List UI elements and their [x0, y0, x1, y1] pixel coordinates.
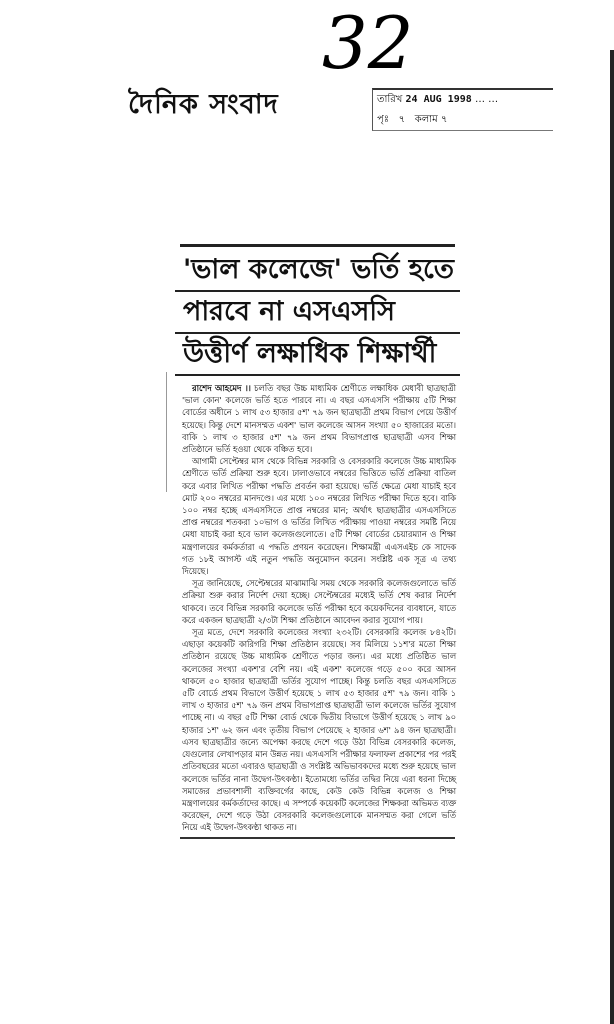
paragraph-text: চলতি বছর উচ্চ মাধ্যমিক শ্রেণীতে লক্ষাধিক মেধাবী ছাত্রছাত্রী 'ভাল কোন' কলেজে ভর্তি হতে পারবে না। এ বছর এসএসসি পরীক্ষায় ৫টি শিক্ষা বোর্ডের অধীনে ১ লাখ ৫৩ হাজার ৫শ' ৭৯ জন ছাত্রছাত্রী প্রথম বিভাগ পেয়ে উত্তীর্ণ হয়েছে। কিন্তু দেশে মানসম্মত একশ' ভাল কলেজে আসন সংখ্যা ৫০ হাজারের মতো। বাকি ১ লাখ ৩ হাজার ৫শ' ৭৯ জন প্রথম বিভাগপ্রাপ্ত ছাত্রছাত্রী এসব শিক্ষা প্রতিষ্ঠানে ভর্তি হওয়া থেকে বঞ্চিত হবে। [182, 383, 457, 455]
stamp-dots: … … [474, 94, 499, 105]
article-paragraph: আগামী সেপ্টেম্বর মাস থেকে বিভিন্ন সরকারি ও বেসরকারি কলেজে উচ্চ মাধ্যমিক শ্রেণীতে ভর্তি প্রক্রিয়া শুরু হবে। ঢালাওভাবে নম্বরের ভিত্তিতে ভর্তি প্রক্রিয়া বাতিল করে এবার লিখিত পরীক্ষা পদ্ধতি প্রবর্তন করা হয়েছে। ভর্তি ক্ষেত্রে মেধা যাচাই হবে মোট ২০০ নম্বরের মানদণ্ডে। এর মধ্যে ১০০ নম্বরের লিখিত পরীক্ষা দিতে হবে। বাকি ১০০ নম্বর হচ্ছে এসএসসিতে প্রাপ্ত নম্বরের মান; অর্থাৎ ছাত্রছাত্রীর এসএসসিতে প্রাপ্ত নম্বরের শতকরা ১০ভাগ ও ভর্তির লিখিত পরীক্ষায় পাওয়া নম্বরের সমষ্টি নিয়ে মেধা যাচাই করা হবে ভাল কলেজগুলোতে। ৫টি শিক্ষা বোর্ডের চেয়ারম্যান ও শিক্ষা মন্ত্রণালয়ের কর্মকর্তারা এ পদ্ধতি প্রণয়ন করেছেন। শিক্ষামন্ত্রী এএসএইচ কে সাদেক গত ১৮ই আগস্ট এই নতুন পদ্ধতি অনুমোদন করেন। সংশ্লিষ্ট এক সূত্র এ তথ্য দিয়েছে। [182, 456, 456, 577]
headline-top-rule [180, 244, 455, 247]
scan-edge [610, 50, 614, 1024]
article-paragraph: সূত্র মতে, দেশে সরকারি কলেজের সংখ্যা ২৩২টি। বেসরকারি কলেজ ৮৪২টি। এছাড়া কয়েকটি কারিগরি শিক্ষা প্রতিষ্ঠান রয়েছে। সব মিলিয়ে ১১শ'র মতো শিক্ষা প্রতিষ্ঠান রয়েছে উচ্চ মাধ্যমিক শ্রেণীতে পড়ার জন্য। এর মধ্যে প্রতিষ্ঠিত ভাল কলেজের সংখ্যা একশ'র বেশি নয়। এই একশ' কলেজে গড়ে ৫০০ করে আসন থাকলে ৫০ হাজার ছাত্রছাত্রী ভর্তির সুযোগ পাচ্ছে। কিন্তু চলতি বছর এসএসসিতে ৫টি বোর্ডে প্রথম বিভাগে উত্তীর্ণ হয়েছে ১ লাখ ৫৩ হাজার ৫শ' ৭৯ জন। বাকি ১ লাখ ৩ হাজার ৫শ' ৭৯ জন প্রথম বিভাগপ্রাপ্ত ছাত্রছাত্রী ভাল কলেজে ভর্তির সুযোগ পাচ্ছে না। এ বছর ৫টি শিক্ষা বোর্ড থেকে দ্বিতীয় বিভাগে উত্তীর্ণ হয়েছে ১ লাখ ৯০ হাজার ১শ' ৬২ জন এবং তৃতীয় বিভাগ পেয়েছে ২ হাজার ৬শ' ৯৪ জন ছাত্রছাত্রী। এসব ছাত্রছাত্রীর জন্যে অপেক্ষা করছে দেশে গড়ে উঠা বিভিন্ন বেসরকারি কলেজ, যেগুলোর লেখাপড়ার মান উন্নত নয়। এসএসসি পরীক্ষার ফলাফল প্রকাশের পর পরই প্রতিবছরের মতো এবারও ছাত্রছাত্রী ও সংশ্লিষ্ট অভিভাবকদের মধ্যে শুরু হয়েছে ভাল কলেজে ভর্তির নানা উদ্বেগ-উৎকণ্ঠা। ইতোমধ্যে ভর্তির তদ্বির নিয়ে এরা ধরনা দিচ্ছে সমাজের প্রভাবশালী ব্যক্তিবর্গের কাছে, কেউ কেউ বিভিন্ন কলেজ ও শিক্ষা মন্ত্রণালয়ের কর্মকর্তাদের কাছে। এ সম্পর্কে কয়েকটি কলেজের শিক্ষকরা অভিমত ব্যক্ত করেছেন, দেশে গড়ে উঠা বেসরকারি কলেজগুলোকে মানসম্মত করা গেলে ভর্তি নিয়ে এই উদ্বেগ-উৎকণ্ঠা থাকত না। [182, 627, 456, 833]
article-bottom-rule [180, 837, 455, 839]
headline-line-2: পারবে না এসএসসি [175, 292, 460, 334]
article-paragraph [182, 382, 456, 455]
margin-mark [166, 372, 167, 492]
stamp-page-row [373, 110, 553, 130]
handwritten-number: 32 [322, 1, 414, 85]
article-headline [175, 250, 460, 376]
stamp-page-label: পৃঃ [377, 114, 390, 125]
stamp-column-label: কলাম [414, 114, 438, 125]
stamp-date-row [373, 90, 553, 110]
headline-line-1: 'ভাল কলেজে' ভর্তি হতে [175, 250, 460, 292]
stamp-column-value: ৭ [440, 114, 448, 125]
article-paragraph: সূত্র জানিয়েছে, সেপ্টেম্বরের মাঝামাঝি সময় থেকে সরকারি কলেজগুলোতে ভর্তি প্রক্রিয়া শুরু করার নির্দেশ দেয়া হচ্ছে। সেপ্টেম্বরের মধ্যেই ভর্তি শেষ করার নির্দেশ থাকবে। তবে বিভিন্ন সরকারি কলেজে ভর্তি পরীক্ষা হবে কয়েকদিনের ব্যবধানে, যাতে করে একজন ছাত্রছাত্রী ২/৩টা শিক্ষা প্রতিষ্ঠানে আবেদন করার সুযোগ পায়। [182, 578, 456, 625]
stamp-page-value: ৭ [398, 114, 406, 125]
newspaper-masthead: দৈনিক সংবাদ [128, 89, 279, 120]
article-body [182, 382, 456, 834]
stamp-date-value: 24 AUG 1998 [405, 94, 472, 105]
article-byline: রাশেদ আহমেদ ।। [192, 383, 251, 393]
headline-line-3: উত্তীর্ণ লক্ষাধিক শিক্ষার্থী [175, 334, 460, 376]
stamp-date-label: তারিখ [377, 94, 403, 105]
article [175, 244, 460, 839]
clipping-stamp [372, 88, 553, 131]
